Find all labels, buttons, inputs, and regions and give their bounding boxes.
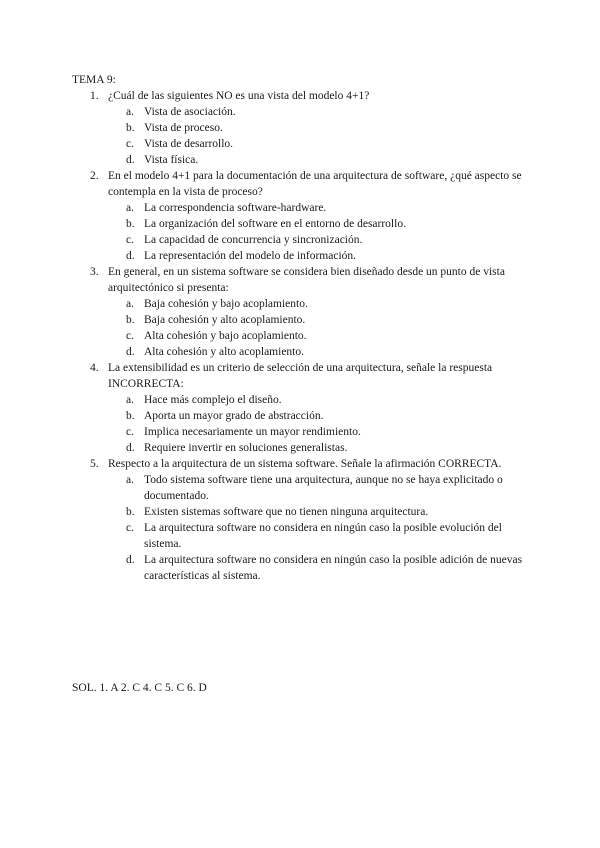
question-number: 2. xyxy=(90,170,99,182)
option-letter: b. xyxy=(126,314,135,326)
option-item xyxy=(108,120,532,136)
solution-line: SOL. 1. A 2. C 4. C 5. C 6. D xyxy=(72,682,207,694)
option-text: La representación del modelo de información. xyxy=(144,250,357,262)
option-text: Implica necesariamente un mayor rendimiento. xyxy=(144,426,361,438)
question-number: 1. xyxy=(90,90,99,102)
question-3 xyxy=(72,264,532,296)
options-3 xyxy=(72,296,532,360)
option-item xyxy=(108,200,532,216)
option-item xyxy=(108,408,532,424)
option-item xyxy=(108,472,532,504)
option-text: La capacidad de concurrencia y sincronización. xyxy=(144,234,363,246)
question-number: 4. xyxy=(90,362,99,374)
option-item xyxy=(108,424,532,440)
question-text: Respecto a la arquitectura de un sistema software. Señale la afirmación CORRECTA. xyxy=(108,458,502,470)
option-item xyxy=(108,328,532,344)
option-text: Vista física. xyxy=(144,154,199,166)
option-letter: b. xyxy=(126,410,135,422)
option-text: Aporta un mayor grado de abstracción. xyxy=(144,410,324,422)
option-text: Hace más complejo el diseño. xyxy=(144,394,282,406)
option-letter: c. xyxy=(126,138,134,150)
option-item xyxy=(108,104,532,120)
question-text: En el modelo 4+1 para la documentación de una arquitectura de software, ¿qué aspecto se contempla en la vista de proceso? xyxy=(108,170,522,198)
option-item xyxy=(108,248,532,264)
option-letter: a. xyxy=(126,202,134,214)
option-letter: a. xyxy=(126,106,134,118)
options-1 xyxy=(72,104,532,168)
question-text: ¿Cuál de las siguientes NO es una vista del modelo 4+1? xyxy=(108,90,370,102)
option-text: Vista de proceso. xyxy=(144,122,223,134)
option-text: La organización del software en el entorno de desarrollo. xyxy=(144,218,406,230)
option-text: Existen sistemas software que no tienen ninguna arquitectura. xyxy=(144,506,429,518)
option-text: Todo sistema software tiene una arquitectura, aunque no se haya explicitado o documentado. xyxy=(144,474,503,502)
options-2 xyxy=(72,200,532,264)
option-letter: b. xyxy=(126,122,135,134)
option-letter: b. xyxy=(126,506,135,518)
option-letter: c. xyxy=(126,522,134,534)
option-item xyxy=(108,152,532,168)
option-letter: a. xyxy=(126,394,134,406)
option-letter: d. xyxy=(126,346,135,358)
option-item xyxy=(108,552,532,584)
question-number: 3. xyxy=(90,266,99,278)
options-5 xyxy=(72,472,532,584)
option-letter: c. xyxy=(126,330,134,342)
options-4 xyxy=(72,392,532,456)
question-4 xyxy=(72,360,532,392)
option-item xyxy=(108,136,532,152)
option-item xyxy=(108,232,532,248)
question-2 xyxy=(72,168,532,200)
option-text: La arquitectura software no considera en ningún caso la posible evolución del sistema. xyxy=(144,522,502,550)
option-text: Baja cohesión y alto acoplamiento. xyxy=(144,314,306,326)
question-5 xyxy=(72,456,532,472)
option-letter: a. xyxy=(126,474,134,486)
question-text: En general, en un sistema software se considera bien diseñado desde un punto de vista arquitectónico si presenta: xyxy=(108,266,505,294)
option-letter: a. xyxy=(126,298,134,310)
page-title: TEMA 9: xyxy=(72,74,116,86)
option-letter: d. xyxy=(126,554,135,566)
option-item xyxy=(108,216,532,232)
option-text: Vista de asociación. xyxy=(144,106,236,118)
option-text: La arquitectura software no considera en ningún caso la posible adición de nuevas características al sistema. xyxy=(144,554,523,582)
option-item xyxy=(108,504,532,520)
option-item xyxy=(108,392,532,408)
option-letter: d. xyxy=(126,154,135,166)
option-item xyxy=(108,520,532,552)
option-text: Alta cohesión y bajo acoplamiento. xyxy=(144,330,307,342)
question-text: La extensibilidad es un criterio de selección de una arquitectura, señale la respuesta INCORRECTA: xyxy=(108,362,493,390)
option-item xyxy=(108,312,532,328)
question-1 xyxy=(72,88,532,104)
option-item xyxy=(108,440,532,456)
question-number: 5. xyxy=(90,458,99,470)
option-letter: d. xyxy=(126,442,135,454)
option-letter: c. xyxy=(126,234,134,246)
option-text: La correspondencia software-hardware. xyxy=(144,202,327,214)
option-item xyxy=(108,296,532,312)
option-text: Alta cohesión y alto acoplamiento. xyxy=(144,346,304,358)
option-text: Baja cohesión y bajo acoplamiento. xyxy=(144,298,308,310)
option-text: Vista de desarrollo. xyxy=(144,138,234,150)
question-list xyxy=(72,88,532,584)
option-item xyxy=(108,344,532,360)
option-letter: c. xyxy=(126,426,134,438)
option-letter: d. xyxy=(126,250,135,262)
option-text: Requiere invertir en soluciones generalistas. xyxy=(144,442,348,454)
option-letter: b. xyxy=(126,218,135,230)
